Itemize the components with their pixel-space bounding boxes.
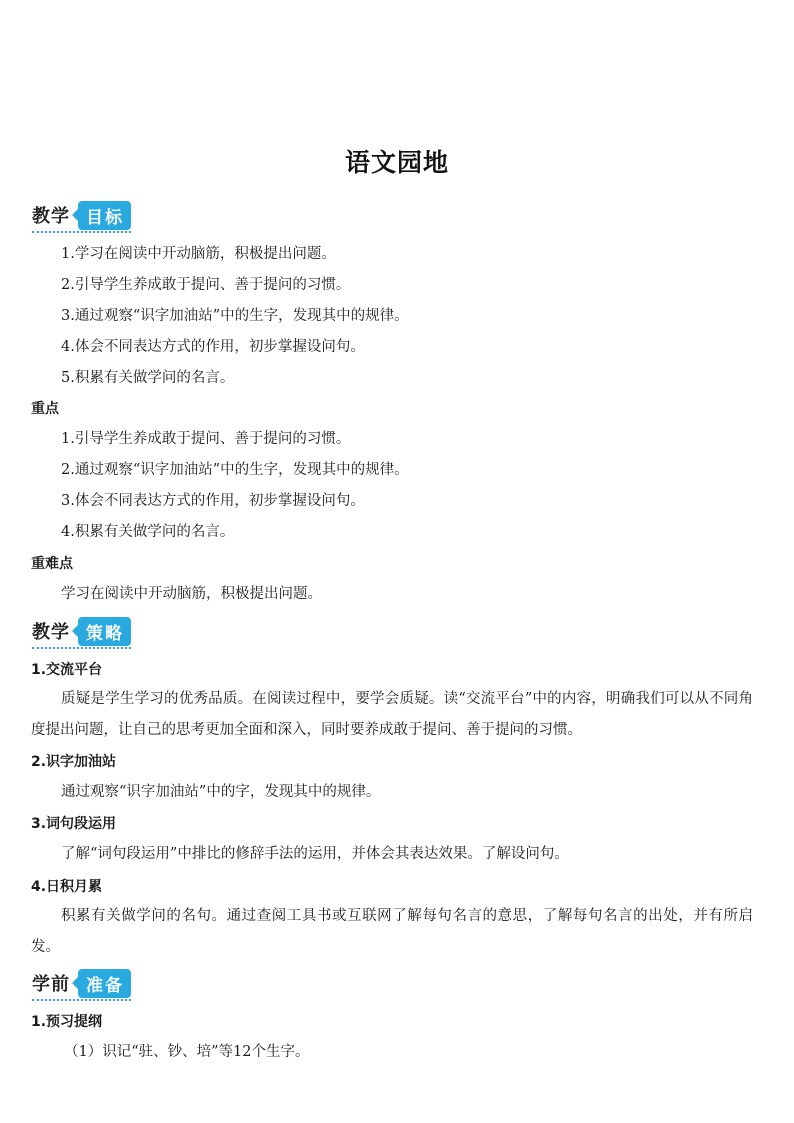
prep-heading: 1.预习提纲: [31, 1014, 103, 1030]
difficult-text: 学习在阅读中开动脑筋，积极提出问题。: [61, 586, 322, 602]
page-title: 语文园地: [344, 148, 449, 177]
goal-item: 1.学习在阅读中开动脑筋，积极提出问题。: [61, 246, 336, 262]
badge-left-text: 教学: [32, 622, 70, 643]
strategy-paragraph: 质疑是学生学习的优秀品质。在阅读过程中，要学会质疑。读“交流平台”中的内容，明确我们可以从不同角度提出问题，让自己的思考更加全面和深入，同时要养成敢于提问、善于提问的习惯。: [31, 691, 753, 738]
goal-item: 2.引导学生养成敢于提问、善于提问的习惯。: [61, 277, 351, 293]
key-point-item: 2.通过观察“识字加油站”中的生字，发现其中的规律。: [61, 462, 409, 478]
key-point-item: 4.积累有关做学问的名言。: [61, 524, 235, 540]
key-point-item: 1.引导学生养成敢于提问、善于提问的习惯。: [61, 431, 351, 447]
strategy-paragraph: 了解“词句段运用”中排比的修辞手法的运用，并体会其表达效果。了解设问句。: [61, 846, 569, 862]
badge-left-text: 学前: [32, 974, 70, 995]
section-badge-strategy: [32, 616, 131, 649]
strategy-heading: 4.日积月累: [31, 879, 103, 895]
strategy-heading: 2.识字加油站: [31, 754, 117, 770]
badge-right-text: 目标: [78, 201, 131, 230]
strategy-paragraph: 通过观察“识字加油站”中的字，发现其中的规律。: [61, 784, 381, 800]
badge-left-text: 教学: [32, 206, 70, 227]
badge-right-text: 准备: [78, 969, 131, 998]
goal-item: 4.体会不同表达方式的作用，初步掌握设问句。: [61, 339, 365, 355]
prep-item: （1）识记“驻、钞、培”等12个生字。: [64, 1044, 310, 1060]
goal-item: 5.积累有关做学问的名言。: [61, 370, 235, 386]
strategy-paragraph: 积累有关做学问的名句。通过查阅工具书或互联网了解每句名言的意思，了解每句名言的出处，并有所启发。: [31, 908, 753, 955]
strategy-heading: 1.交流平台: [31, 662, 103, 678]
section-badge-goals: [32, 200, 131, 233]
section-badge-prep: [32, 968, 131, 1001]
badge-right-text: 策略: [78, 617, 131, 646]
key-points-heading: 重点: [31, 401, 59, 417]
difficult-heading: 重难点: [31, 556, 73, 572]
goal-item: 3.通过观察“识字加油站”中的生字，发现其中的规律。: [61, 308, 409, 324]
key-point-item: 3.体会不同表达方式的作用，初步掌握设问句。: [61, 493, 365, 509]
strategy-heading: 3.词句段运用: [31, 816, 117, 832]
